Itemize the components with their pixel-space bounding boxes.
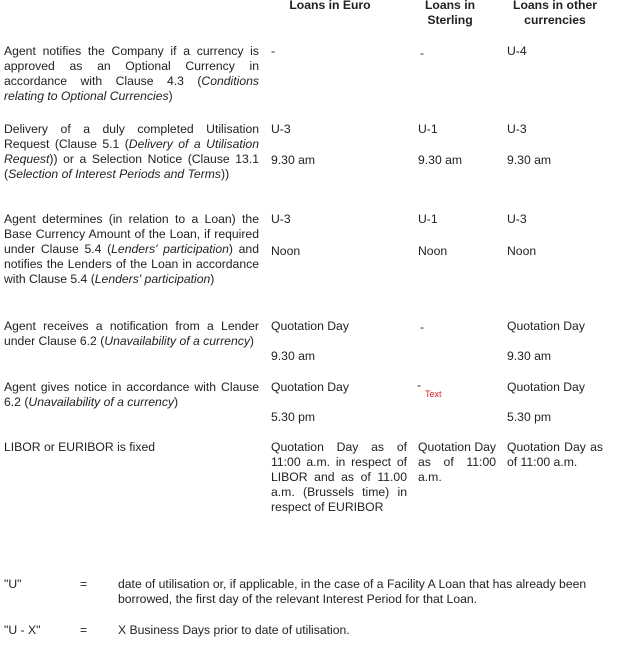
definition-u <box>0 577 630 609</box>
row3-label-text-2: ) and notifies the Lenders of the Loan in accordance with Clause 5.4 ( <box>4 242 259 286</box>
row4-label-text: Agent receives a notification from a Lender under Clause 6.2 ( <box>4 319 259 348</box>
row-label-lender-notification <box>4 319 259 349</box>
row1-sterling: - <box>420 46 425 60</box>
row2-other-time: 9.30 am <box>507 153 552 167</box>
row5-euro-time: 5.30 pm <box>271 410 316 424</box>
row3-label-close: ) <box>210 272 215 286</box>
row3-sterling-time: Noon <box>418 244 448 258</box>
row3-euro-time: Noon <box>271 244 301 258</box>
row2-label-text: Delivery of a duly completed Utilisation Request (Clause 5.1 ( <box>4 122 259 151</box>
row5-label-text: Agent gives notice in accordance with Clause 6.2 ( <box>4 380 259 409</box>
definition-u-x-text: X Business Days prior to date of utilisation. <box>118 623 350 637</box>
row5-label-close: ) <box>174 395 179 409</box>
row6-sterling: Quotation Day as of 11:00 a.m. <box>418 440 496 484</box>
header-other-line2: currencies <box>524 13 586 27</box>
row-label-base-currency-amount <box>4 212 259 287</box>
header-loans-in-euro <box>282 0 378 13</box>
row3-other-day: U-3 <box>507 212 527 226</box>
header-euro-label: Loans in Euro <box>289 0 371 12</box>
row2-sterling-day: U-1 <box>418 122 438 136</box>
definition-u-x-equals: = <box>80 623 88 637</box>
row5-label-italic: Unavailability of a currency <box>28 395 175 409</box>
header-loans-in-other-currencies <box>500 0 610 28</box>
row2-label-italic-1: Delivery of a Utilisation Request <box>4 137 259 166</box>
row5-sterling: - <box>417 378 422 392</box>
row1-euro: - <box>271 44 276 58</box>
row1-other: U-4 <box>507 44 527 58</box>
header-loans-in-sterling <box>410 0 490 28</box>
definition-u-text: date of utilisation or, if applicable, in the case of a Facility A Loan that has already been borrowed, the first day of the relevant Interest Period for that Loan. <box>118 577 587 606</box>
row3-sterling-day: U-1 <box>418 212 438 226</box>
row2-label-text-2: )) or a Selection Notice (Clause 13.1 ( <box>4 152 259 181</box>
row2-euro-time: 9.30 am <box>271 153 316 167</box>
row-label-agent-gives-notice <box>4 380 259 410</box>
row5-other-time: 5.30 pm <box>507 410 552 424</box>
row2-label-close: )) <box>221 167 230 181</box>
row4-label-italic: Unavailability of a currency <box>104 334 250 348</box>
stray-red-text-annotation: Text <box>425 389 442 399</box>
row6-euro: Quotation Day as of 11:00 a.m. in respect of LIBOR and as of 11.00 a.m. (Brussels time) in respect of EURIBOR <box>271 440 407 514</box>
row-label-optional-currency <box>4 44 259 104</box>
row1-label-text: Agent notifies the Company if a currency is approved as an Optional Currency in accordance with Clause 4.3 ( <box>4 44 259 88</box>
header-other-line1: Loans in other <box>513 0 597 12</box>
row3-euro-day: U-3 <box>271 212 291 226</box>
row3-other-time: Noon <box>507 244 537 258</box>
row3-label-text: Agent determines (in relation to a Loan) the Base Currency Amount of the Loan, if required under Clause 5.4 ( <box>4 212 259 256</box>
row2-sterling-time: 9.30 am <box>418 153 463 167</box>
row-label-utilisation-request <box>4 122 259 182</box>
row4-euro-day: Quotation Day <box>271 319 349 333</box>
row1-label-close: ) <box>168 89 173 103</box>
row3-label-italic-1: Lenders' participation <box>111 242 229 256</box>
row4-euro-time: 9.30 am <box>271 349 316 363</box>
row4-other-time: 9.30 am <box>507 349 552 363</box>
row4-sterling: - <box>420 320 425 334</box>
row6-other: Quotation Day as of 11:00 a.m. <box>507 440 603 469</box>
row6-label-text: LIBOR or EURIBOR is fixed <box>4 440 156 454</box>
header-sterling-line1: Loans in <box>424 0 476 12</box>
row5-other-day: Quotation Day <box>507 380 585 394</box>
header-sterling-line2: Sterling <box>427 13 473 27</box>
row2-other-day: U-3 <box>507 122 527 136</box>
row2-label-italic-2: Selection of Interest Periods and Terms <box>8 167 222 181</box>
row-label-libor-euribor-fixed <box>4 440 259 455</box>
row2-euro-day: U-3 <box>271 122 291 136</box>
row1-label-italic: Conditions relating to Optional Currencies <box>4 74 259 103</box>
definition-u-equals: = <box>80 577 88 591</box>
row4-other-day: Quotation Day <box>507 319 585 333</box>
row4-label-close: ) <box>249 334 254 348</box>
definition-u-term: "U" <box>4 577 22 591</box>
row5-euro-day: Quotation Day <box>271 380 349 394</box>
definition-u-x-term: "U - X" <box>4 623 41 637</box>
row3-label-italic-2: Lenders' participation <box>94 272 211 286</box>
definition-u-x <box>0 623 630 641</box>
